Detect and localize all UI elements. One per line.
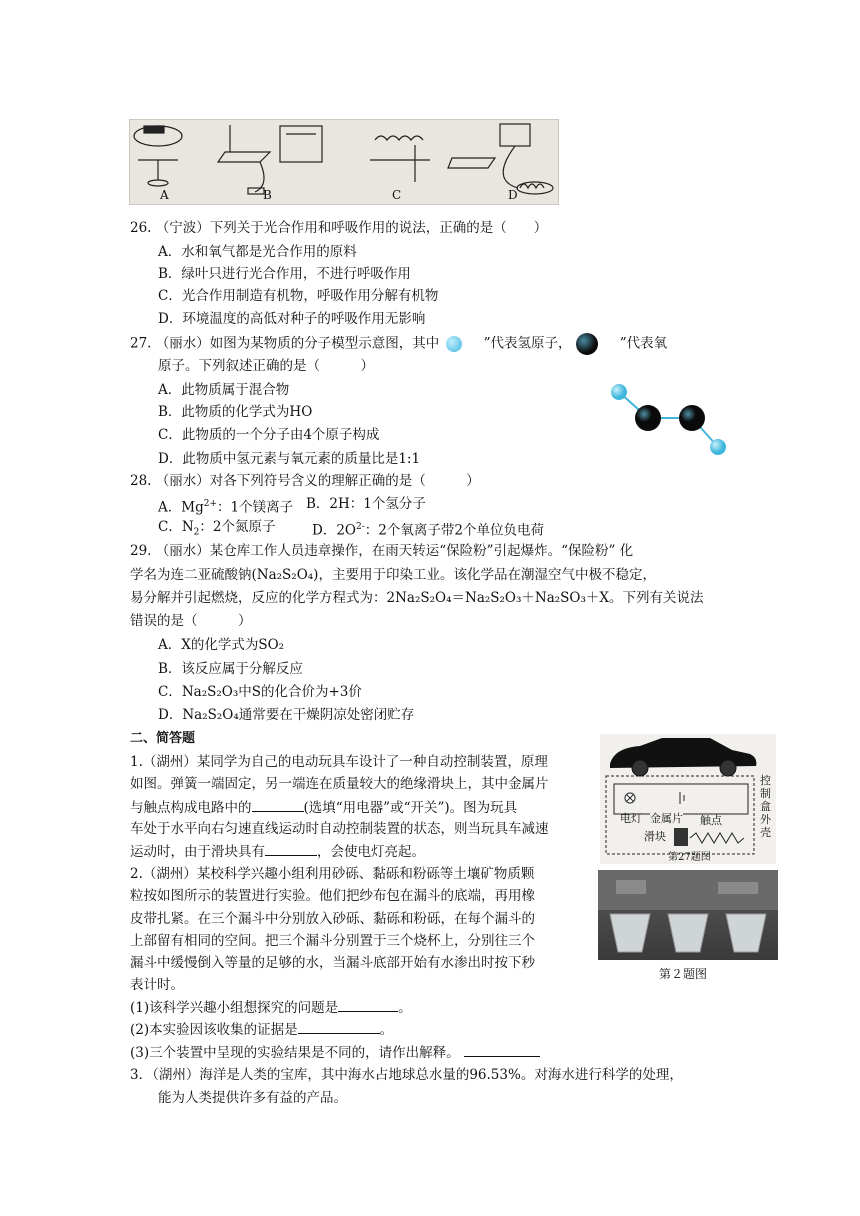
s2-line5: 漏斗中缓慢倒入等量的足够的水，当漏斗底部开始有水渗出时按下秒 <box>130 955 535 971</box>
q29-line2: 学名为连二亚硫酸钠(Na₂S₂O₄)，主要用于印染工业。该化学品在潮湿空气中极不稳定， <box>130 567 656 583</box>
q28-a-meaning: ：1个镁离子 <box>217 499 294 516</box>
s2-answer-3[interactable] <box>464 1042 540 1057</box>
apparatus-drawing <box>130 120 558 204</box>
figure-label-d: D <box>508 188 518 202</box>
q27-stem-a: 27. （丽水）如图为某物质的分子模型示意图，其中 <box>130 335 440 352</box>
q27-stem-d: 原子。下列叙述正确的是（ ） <box>158 358 374 374</box>
q28-stem: 28. （丽水）对各下列符号含义的理解正确的是（ ） <box>130 473 480 489</box>
q27-stem-c: ”代表氧 <box>619 335 668 352</box>
s1-line5-rest: ，会使电灯亮起。 <box>317 844 425 860</box>
q28-c-meaning: ：2个氮原子 <box>199 519 276 535</box>
s1-line1: 1.（湖州）某同学为自己的电动玩具车设计了一种自动控制装置，原理 <box>130 754 548 770</box>
molecule-h-atom-1 <box>611 384 627 400</box>
s2-line6: 表计时。 <box>130 977 184 993</box>
s1-blank-1[interactable] <box>252 797 304 812</box>
hydrogen-atom-icon <box>446 336 462 352</box>
q29-option-a: A．X的化学式为SO₂ <box>158 637 285 653</box>
molecule-o-atom-2 <box>679 405 705 431</box>
q28-option-c <box>158 517 275 543</box>
fig-caption-27: 第27题图 <box>668 852 711 863</box>
fig-label-contact: 触点 <box>700 814 722 827</box>
s2-sub-3 <box>130 1042 540 1063</box>
s1-line3 <box>130 797 517 818</box>
molecule-model <box>604 378 734 462</box>
s1-line5 <box>130 841 425 862</box>
s2-line4: 上部留有相同的空间。把三个漏斗分别置于三个烧杯上，分别往三个 <box>130 933 535 949</box>
s2-line3: 皮带扎紧。在三个漏斗中分别放入砂砾、黏砾和粉砾，在每个漏斗的 <box>130 911 535 927</box>
q29-line1: 29. （丽水）某仓库工作人员违章操作，在雨天转运“保险粉”引起爆炸。“保险粉” 化 <box>130 543 634 559</box>
s1-line2: 如图。弹簧一端固定，另一端连在质量较大的绝缘滑块上，其中金属片 <box>130 776 549 792</box>
oxygen-atom-icon <box>576 333 598 355</box>
figure-label-a: A <box>160 188 169 202</box>
s2-sub-1-text: (1)该科学兴趣小组想探究的问题是 <box>130 1000 339 1016</box>
molecule-o-atom-1 <box>635 405 661 431</box>
s2-line1: 2.（湖州）某校科学兴趣小组利用砂砾、黏砾和粉砾等土壤矿物质颗 <box>130 866 535 882</box>
section-title: 二、简答题 <box>130 731 196 746</box>
fig-label-slider: 滑块 <box>644 830 666 843</box>
q28-a-symbol: A．Mg <box>158 499 204 516</box>
q29-option-c: C．Na₂S₂O₃中S的化合价为+3价 <box>158 684 362 700</box>
q28-c-symbol: C．N <box>158 519 194 535</box>
q28-option-b: B．2H：1个氢分子 <box>306 496 426 512</box>
s2-sub-2: (2)本实验因该收集的证据是 。 <box>130 1019 393 1040</box>
s2-sub-3-text: (3)三个装置中呈现的实验结果是不同的，请作出解释。 <box>130 1045 460 1061</box>
q28-d-symbol: D．2O <box>312 522 356 539</box>
q27-stem-b: ”代表氢原子， <box>483 335 572 352</box>
q28-d-meaning: ：2个氧离子带2个单位负电荷 <box>364 522 544 539</box>
q28-c-subscript: 2 <box>193 527 200 538</box>
fig-label-box: 控制盒外壳 <box>760 774 771 839</box>
s3-line1: 3．（湖州）海洋是人类的宝库，其中海水占地球总水量的96.53%。对海水进行科学的处理， <box>130 1067 683 1083</box>
s1-line3-rest: (选填“用电器”或“开关”)。图为玩具 <box>303 800 518 816</box>
q28-d-charge: 2- <box>355 522 365 532</box>
s2-answer-1[interactable] <box>338 997 398 1012</box>
q26-option-b: B．绿叶只进行光合作用，不进行呼吸作用 <box>158 266 411 282</box>
fig-label-metal: 金属片 <box>650 812 683 825</box>
q29-option-d: D．Na₂S₂O₄通常要在干燥阴凉处密闭贮存 <box>158 707 415 723</box>
control-box-figure <box>600 734 776 864</box>
figure-label-c: C <box>392 188 402 202</box>
funnel-experiment-photo <box>598 870 778 960</box>
q27-stem-line1 <box>130 333 667 355</box>
q28-option-d <box>312 517 544 541</box>
q26-option-c: C．光合作用制造有机物，呼吸作用分解有机物 <box>158 288 439 304</box>
s2-answer-2[interactable] <box>298 1019 380 1034</box>
q27-option-d: D．此物质中氢元素与氧元素的质量比是1:1 <box>158 451 421 467</box>
q28-option-a <box>158 494 293 518</box>
s2-sub-2-text: (2)本实验因该收集的证据是 <box>130 1022 298 1038</box>
s3-line2: 能为人类提供许多有益的产品。 <box>158 1090 347 1106</box>
q26-stem: 26. （宁波）下列关于光合作用和呼吸作用的说法，正确的是（ ） <box>130 220 548 236</box>
q29-line4: 错误的是（ ） <box>130 613 252 629</box>
q26-option-a: A．水和氧气都是光合作用的原料 <box>158 244 357 260</box>
q26-option-d: D．环境温度的高低对种子的呼吸作用无影响 <box>158 311 426 327</box>
q27-option-b: B．此物质的化学式为HO <box>158 404 313 420</box>
fig-label-lamp: 电灯 <box>620 812 642 825</box>
s1-blank-2[interactable] <box>265 841 317 856</box>
molecule-h-atom-2 <box>710 439 726 455</box>
s1-line5-text: 运动时，由于滑块具有 <box>130 844 265 860</box>
q27-option-c: C．此物质的一个分子由4个原子构成 <box>158 427 380 443</box>
q29-line3: 易分解并引起燃烧，反应的化学方程式为：2Na₂S₂O₄＝Na₂S₂O₃＋Na₂SO₃＋X。下列有关说法 <box>130 590 704 606</box>
s2-sub-1: (1)该科学兴趣小组想探究的问题是 。 <box>130 997 412 1018</box>
apparatus-figure <box>129 119 559 205</box>
s2-line2: 粒按如图所示的装置进行实验。他们把纱布包在漏斗的底端，再用橡 <box>130 888 535 904</box>
figure-label-b: B <box>263 188 272 202</box>
q27-option-a: A．此物质属于混合物 <box>158 382 290 398</box>
fig-caption-2: 第２题图 <box>659 967 708 981</box>
q28-a-charge: 2+ <box>203 499 217 509</box>
s1-line4: 车处于水平向右匀速直线运动时自动控制装置的状态，则当玩具车减速 <box>130 821 549 837</box>
car-circuit-drawing <box>600 734 776 864</box>
q29-option-b: B．该反应属于分解反应 <box>158 661 303 677</box>
funnel-photo-drawing <box>598 870 778 960</box>
s1-line3-text: 与触点构成电路中的 <box>130 800 252 816</box>
